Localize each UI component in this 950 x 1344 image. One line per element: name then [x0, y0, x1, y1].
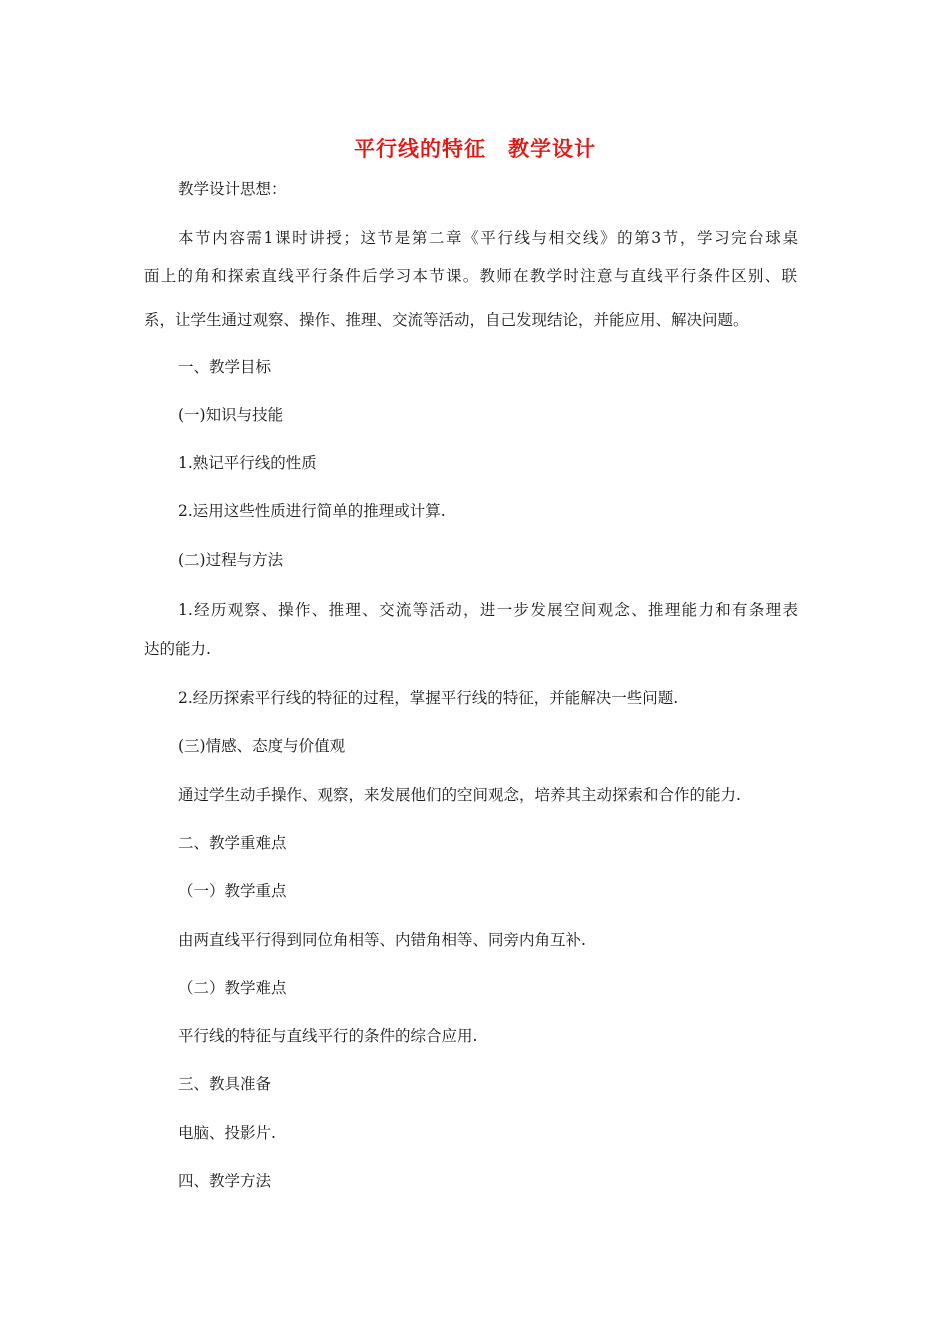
subsection-heading-emotion-values: (三)情感、态度与价值观 [178, 737, 346, 755]
section-heading-teaching-methods: 四、教学方法 [178, 1172, 272, 1190]
list-item-process-1-line-1: 1.经历观察、操作、推理、交流等活动，进一步发展空间观念、推理能力和有条理表 [178, 601, 798, 619]
paragraph-emotion-values: 通过学生动手操作、观察，来发展他们的空间观念，培养其主动探索和合作的能力. [178, 786, 741, 804]
subsection-heading-knowledge-skills: (一)知识与技能 [178, 406, 284, 424]
document-title: 平行线的特征 教学设计 [354, 136, 596, 161]
list-item-knowledge-2: 2.运用这些性质进行简单的推理或计算. [178, 502, 446, 520]
section-heading-key-difficult-points: 二、教学重难点 [178, 834, 287, 852]
section-heading-teaching-goals: 一、教学目标 [178, 358, 272, 376]
paragraph-intro-line-1: 本节内容需1课时讲授；这节是第二章《平行线与相交线》的第3节，学习完台球桌 [178, 229, 798, 247]
list-item-process-1-line-2: 达的能力. [144, 640, 211, 658]
paragraph-intro-line-3: 系，让学生通过观察、操作、推理、交流等活动，自己发现结论，并能应用、解决问题。 [144, 311, 749, 329]
paragraph-key-points: 由两直线平行得到同位角相等、内错角相等、同旁内角互补. [178, 931, 586, 949]
paragraph-design-idea-heading: 教学设计思想： [178, 180, 287, 198]
list-item-process-2: 2.经历探索平行线的特征的过程，掌握平行线的特征，并能解决一些问题. [178, 689, 679, 707]
subsection-heading-difficult-points: （二）教学难点 [178, 979, 287, 997]
section-heading-teaching-aids: 三、教具准备 [178, 1075, 272, 1093]
paragraph-difficult-points: 平行线的特征与直线平行的条件的综合应用. [178, 1027, 478, 1045]
list-item-knowledge-1: 1.熟记平行线的性质 [178, 454, 317, 472]
subsection-heading-key-points: （一）教学重点 [178, 882, 287, 900]
paragraph-intro-line-2: 面上的角和探索直线平行条件后学习本节课。教师在教学时注意与直线平行条件区别、联 [144, 267, 797, 285]
subsection-heading-process-methods: (二)过程与方法 [178, 551, 284, 569]
paragraph-teaching-aids: 电脑、投影片. [178, 1124, 276, 1142]
